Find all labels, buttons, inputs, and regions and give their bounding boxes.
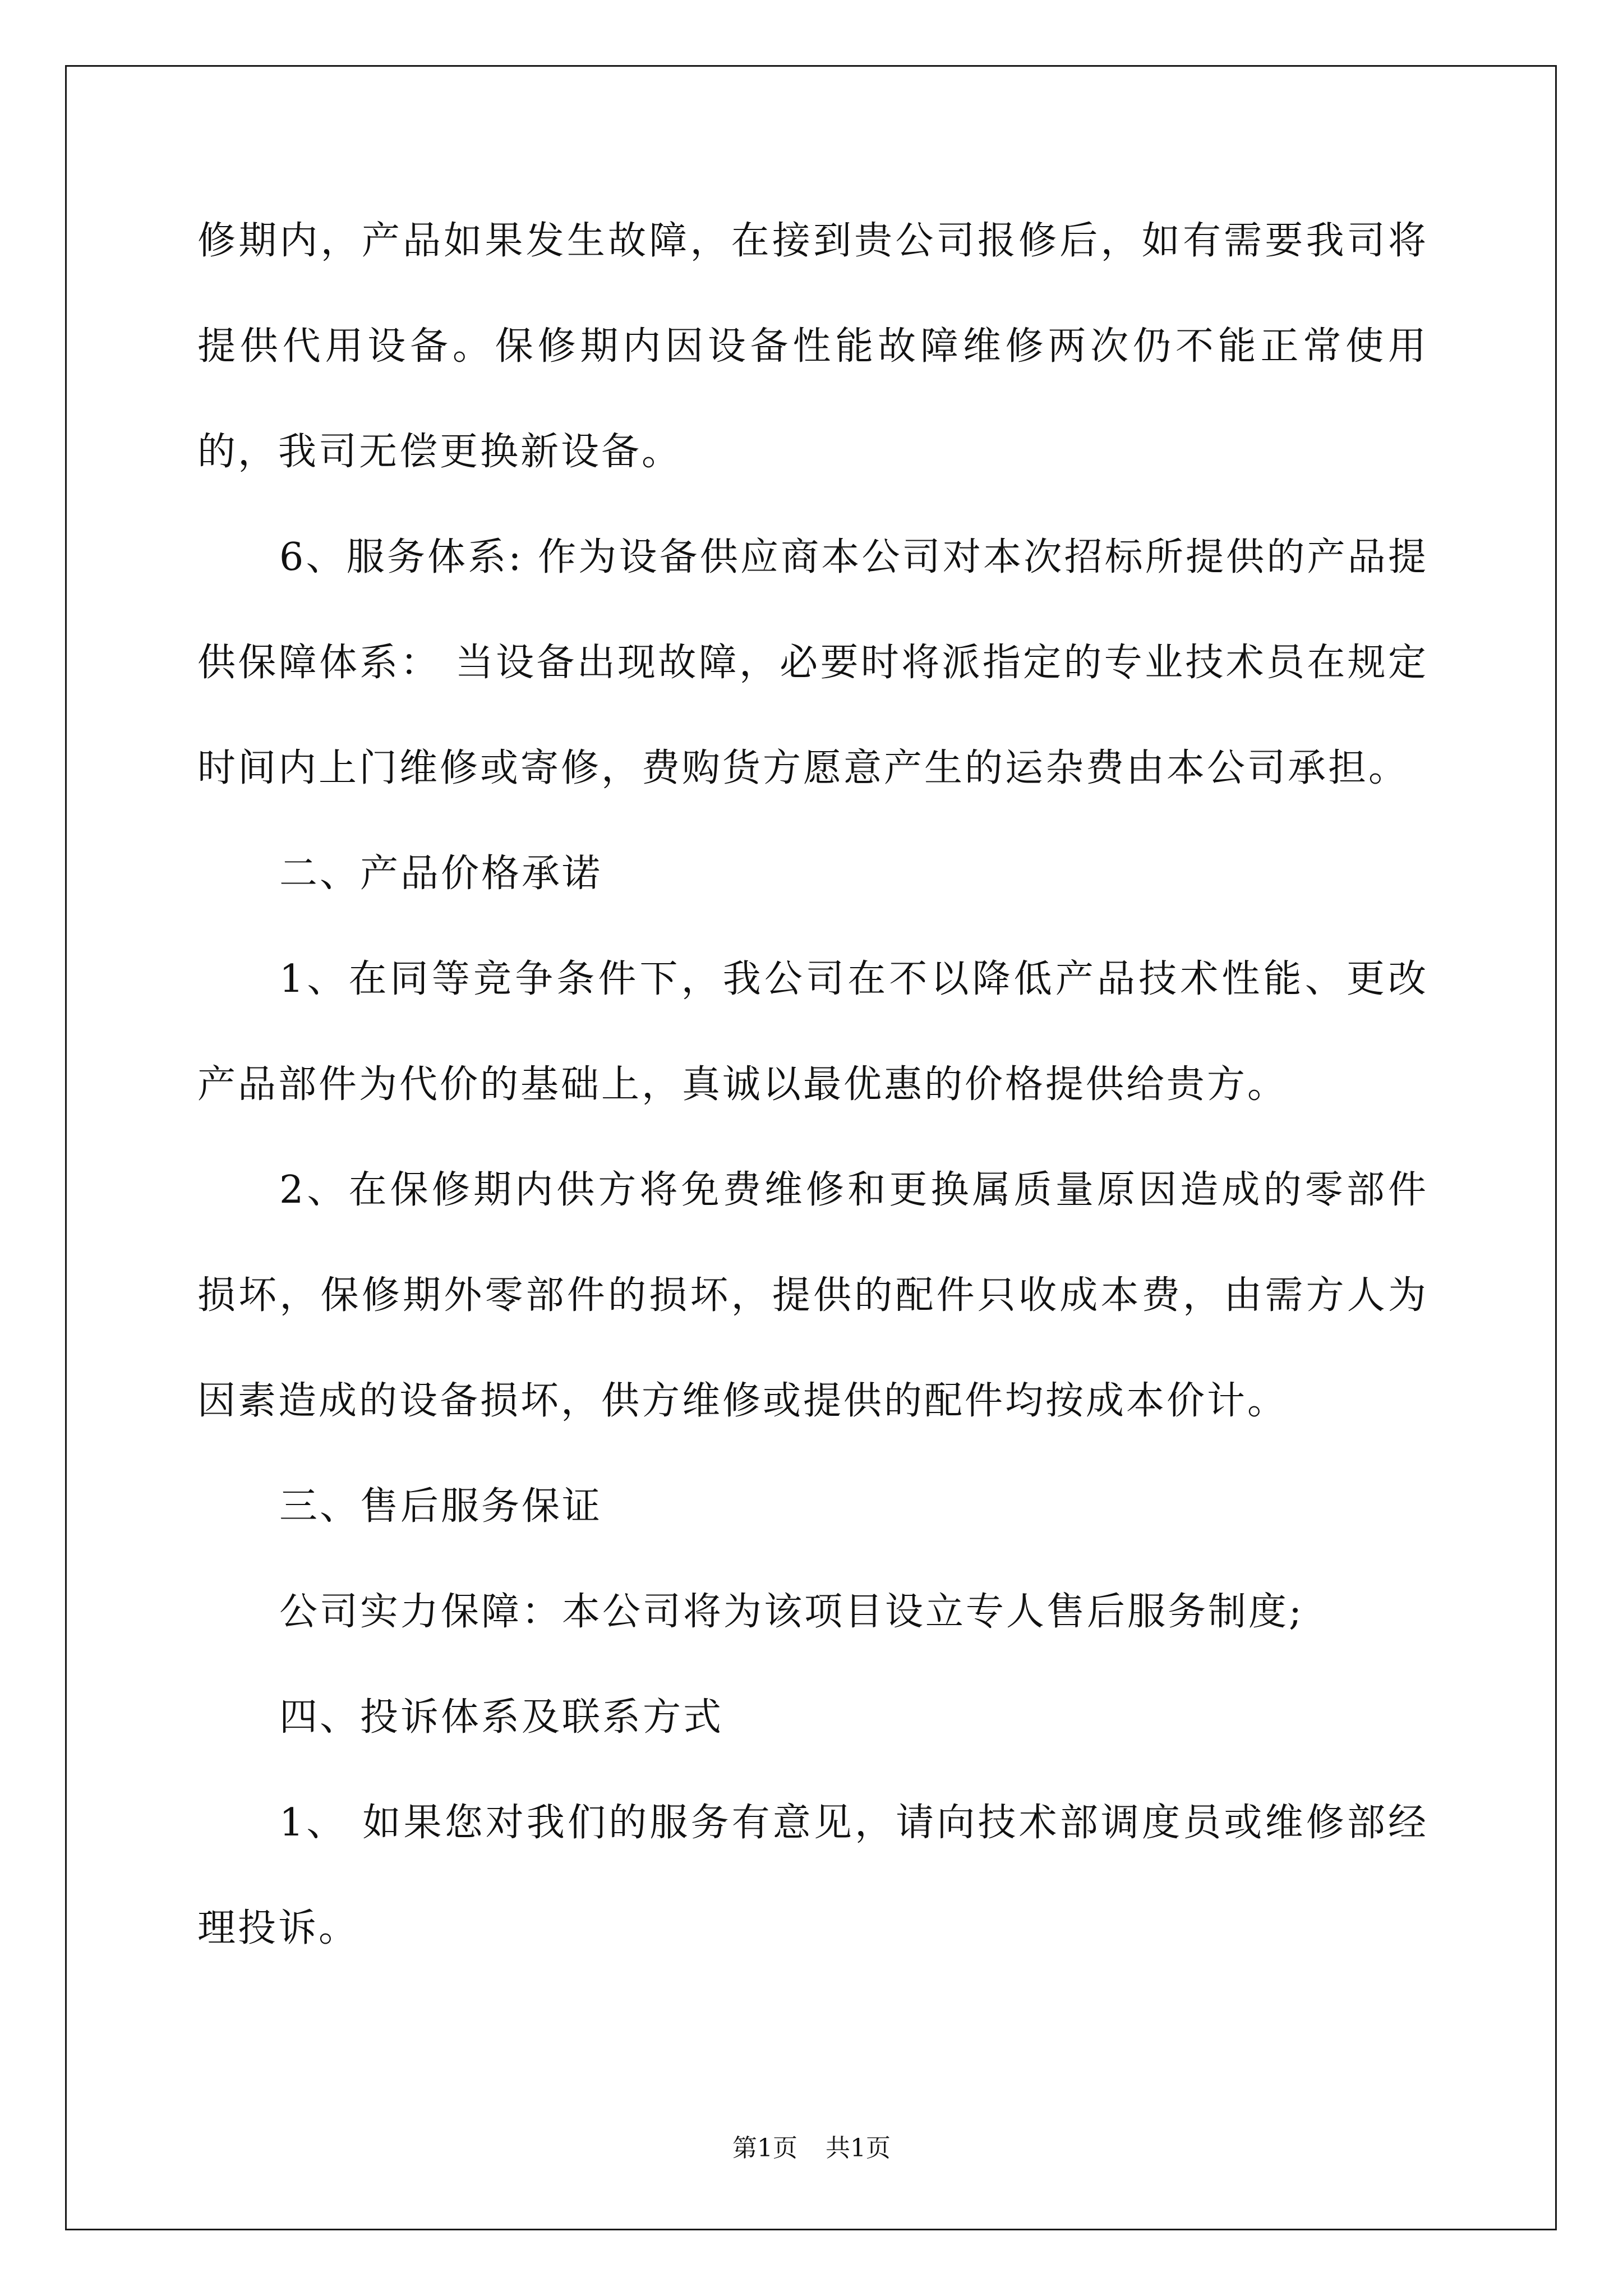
paragraph-8: 四、投诉体系及联系方式: [279, 1695, 724, 1740]
paragraph-6: 三、售后服务保证: [279, 1484, 603, 1529]
paragraph-3: 二、产品价格承诺: [279, 852, 603, 896]
paragraph-9: 1、 如果您对我们的服务有意见，请向技术部调度员或维修部经理投诉。: [197, 1801, 1428, 1950]
paragraph-2: 6、服务体系: 作为设备供应商本公司对本次招标所提供的产品提供保障体系： 当设备出现故障，必要时将派指定的专业技术员在规定时间内上门维修或寄修，费购货方愿意产生的运杂费由本公司承担。: [197, 535, 1428, 790]
page-number: 第1页: [732, 2134, 797, 2162]
page-footer: [0, 2132, 1623, 2165]
paragraph-4: 1、在同等竞争条件下，我公司在不以降低产品技术性能、更改产品部件为代价的基础上，真诚以最优惠的价格提供给贵方。: [197, 957, 1428, 1107]
paragraph-7: 公司实力保障：本公司将为该项目设立专人售后服务制度;: [279, 1590, 1304, 1634]
paragraph-5: 2、在保修期内供方将免费维修和更换属质量原因造成的零部件损坏，保修期外零部件的损坏，提供的配件只收成本费，由需方人为因素造成的设备损坏，供方维修或提供的配件均按成本价计。: [197, 1168, 1428, 1423]
document-body: [197, 188, 1428, 1981]
page-total: 共1页: [826, 2134, 891, 2162]
paragraph-1: 修期内，产品如果发生故障，在接到贵公司报修后，如有需要我司将提供代用设备。保修期内因设备性能故障维修两次仍不能正常使用的，我司无偿更换新设备。: [197, 219, 1428, 474]
